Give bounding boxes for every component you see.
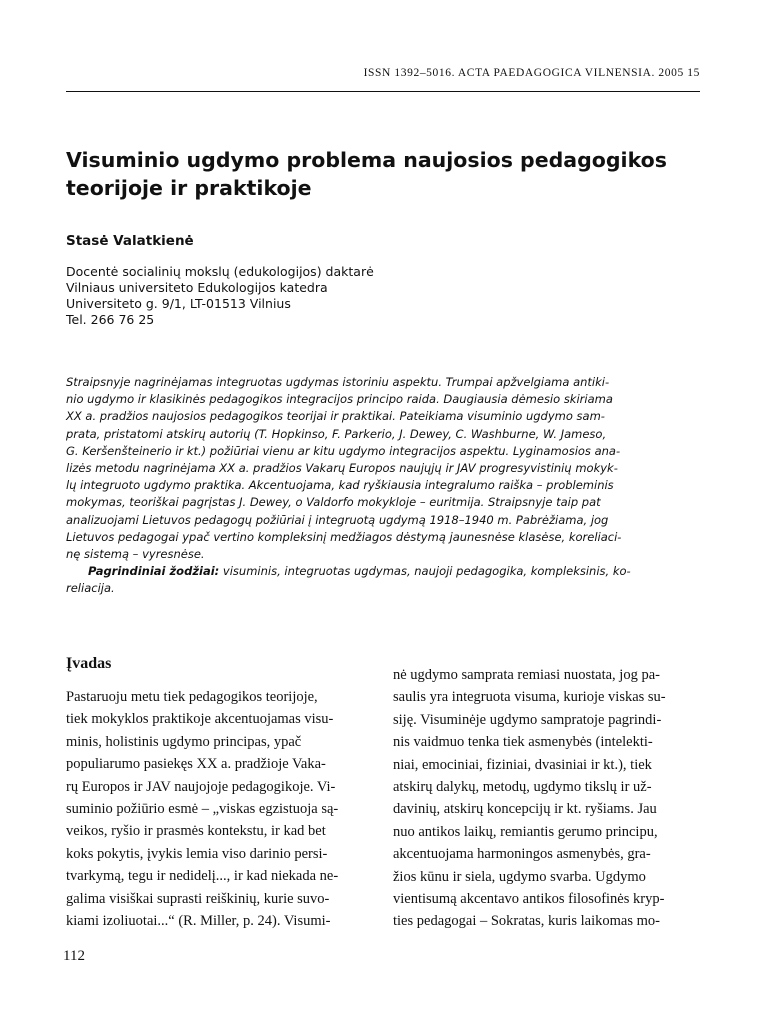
section-heading-introduction: Įvadas (66, 655, 112, 672)
body-line: minis, holistinis ugdymo principas, ypač (66, 733, 302, 750)
abstract-line: analizuojami Lietuvos pedagogų požiūriai į integruotą ugdymą 1918–1940 m. Pabrėžiama, jog (66, 512, 609, 527)
body-line: kiami izoliuotai...“ (R. Miller, p. 24). Visumi- (66, 913, 331, 930)
keywords-text: visuminis, integruotas ugdymas, naujoji pedagogika, kompleksinis, ko- (219, 564, 631, 579)
body-line: vientisumą akcentavo antikos filosofinės kryp- (393, 891, 665, 908)
body-line: žios kūnu ir siela, ugdymo svarba. Ugdymo (393, 868, 646, 885)
body-line: saulis yra integruota visuma, kurioje viskas su- (393, 689, 666, 706)
abstract-line: lų integruoto ugdymo praktika. Akcentuojama, kad ryškiausia integralumo raiška – probleminis (66, 478, 614, 493)
article-title-line: Visuminio ugdymo problema naujosios pedagogikos (66, 148, 667, 172)
body-line: veikos, ryšio ir prasmės kontekstu, ir kad bet (66, 823, 326, 840)
article-title-line: teorijoje ir praktikoje (66, 176, 312, 200)
body-column-right (393, 664, 709, 933)
body-line: populiarumo pasiekęs XX a. pradžioje Vaka- (66, 756, 326, 773)
body-line: nuo antikos laikų, remiantis gerumo principu, (393, 823, 658, 840)
body-line: nis vaidmuo tenka tiek asmenybės (intelekti- (393, 734, 653, 751)
abstract-line: nio ugdymo ir klasikinės pedagogikos integracijos principo raida. Daugiausia dėmesio skiriama (66, 392, 613, 407)
body-line: akcentuojama harmoningos asmenybės, gra- (393, 846, 651, 863)
keywords-line-continued: reliacija. (66, 581, 115, 596)
abstract-line: nę sistemą – vyresnėse. (66, 547, 205, 562)
running-header: ISSN 1392–5016. ACTA PAEDAGOGICA VILNENSIA. 2005 15 (363, 67, 700, 79)
body-line: davinių, atskirų koncepcijų ir kt. ryšiams. Jau (393, 801, 657, 818)
body-line: siję. Visuminėje ugdymo sampratoje pagrindi- (393, 711, 662, 728)
body-line: tvarkymą, tegu ir nedidelį..., ir kad niekada ne- (66, 868, 339, 885)
affiliation-line: Universiteto g. 9/1, LT-01513 Vilnius (66, 296, 291, 311)
keywords-line (66, 563, 706, 580)
body-line: koks pokytis, įvykis lemia viso darinio persi- (66, 845, 328, 862)
affiliation-line: Vilniaus universiteto Edukologijos katedra (66, 280, 328, 295)
affiliation-line: Tel. 266 76 25 (66, 312, 155, 327)
body-line: atskirų dalykų, metodų, ugdymo tikslų ir už- (393, 779, 652, 796)
abstract (66, 374, 706, 598)
affiliation-line: Docentė socialinių mokslų (edukologijos) daktarė (66, 264, 374, 279)
page-number: 112 (63, 948, 85, 964)
abstract-line: G. Keršenšteinerio ir kt.) požiūriai vienu ar kitu ugdymo integracijos aspektu. Lyginamosios ana- (66, 443, 621, 458)
body-line: ties pedagogai – Sokratas, kuris laikomas mo- (393, 913, 660, 930)
body-line: suminio požiūrio esmė – „viskas egzistuoja są- (66, 801, 339, 818)
body-line: nė ugdymo samprata remiasi nuostata, jog pa- (393, 667, 660, 683)
body-line: rų Europos ir JAV naujojoje pedagogikoje. Vi- (66, 778, 336, 795)
author-name: Stasė Valatkienė (66, 233, 194, 249)
abstract-line: XX a. pradžios naujosios pedagogikos teorijai ir praktikai. Pateikiama visuminio ugdymo sam- (66, 409, 605, 424)
author-affiliation (66, 264, 666, 328)
abstract-line: lizės metodu nagrinėjama XX a. pradžios Vakarų Europos naujųjų ir JAV progresyvistinių mokyk- (66, 461, 618, 476)
header-rule (66, 91, 700, 92)
abstract-line: Lietuvos pedagogai ypač vertino kompleksinį medžiagos dėstymą jaunesnėse klasėse, koreliaci- (66, 529, 622, 544)
abstract-line: Straipsnyje nagrinėjamas integruotas ugdymas istoriniu aspektu. Trumpai apžvelgiama antiki- (66, 375, 610, 389)
body-line: galima visiškai suprasti reiškinių, kurie suvo- (66, 890, 330, 907)
abstract-line: prata, pristatomi atskirų autorių (T. Hopkinso, F. Parkerio, J. Dewey, C. Washburne, W. Jameso, (66, 426, 607, 441)
body-column-left (66, 686, 382, 932)
body-line: niai, emociniai, fiziniai, dvasiniai ir kt.), tiek (393, 756, 652, 773)
abstract-line: mokymas, teoriškai pagrįstas J. Dewey, o Valdorfo mokykloje – euritmija. Straipsnyje taip pat (66, 495, 601, 510)
body-line: Pastaruoju metu tiek pedagogikos teorijoje, (66, 689, 318, 705)
body-line: tiek mokyklos praktikoje akcentuojamas visu- (66, 711, 334, 728)
keywords-label: Pagrindiniai žodžiai: (88, 564, 220, 579)
article-title (66, 146, 706, 202)
